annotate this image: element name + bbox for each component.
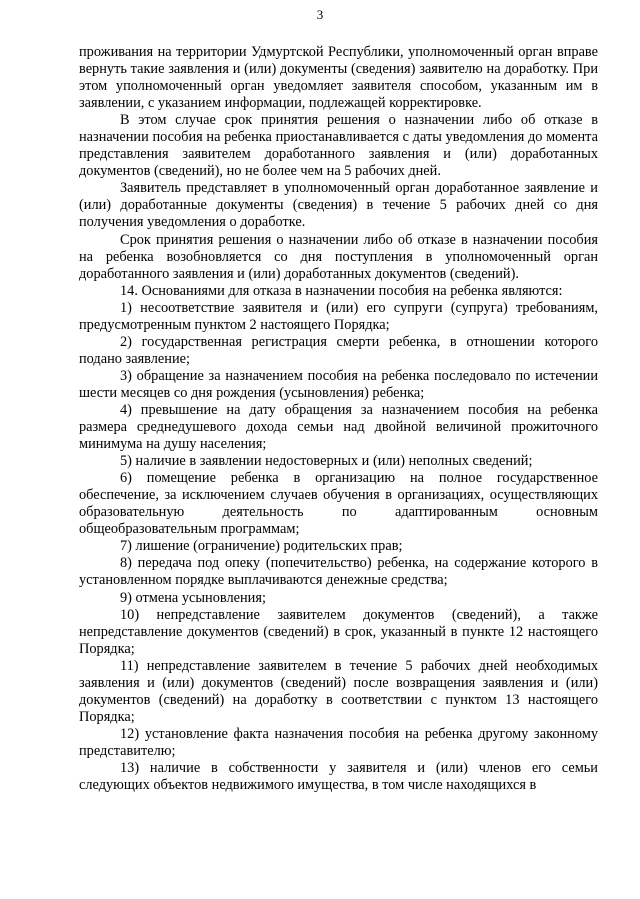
- page-number: 3: [316, 7, 324, 22]
- list-item-1: 1) несоответствие заявителя и (или) его супруги (супруга) требованиям, предусмотренным пунктом 2 настоящего Порядка;: [79, 299, 598, 333]
- list-item-4: 4) превышение на дату обращения за назначением пособия на ребенка размера среднедушевого дохода семьи над двойной величиной прожиточного минимума на душу населения;: [79, 401, 598, 453]
- list-item-6: 6) помещение ребенка в организацию на полное государственное обеспечение, за исключением случаев обучения в организациях, осуществляющих образовательную деятельность по адаптированным основным общеобразовательным программам;: [79, 470, 598, 538]
- document-body: [79, 44, 598, 794]
- list-item-12: 12) установление факта назначения пособия на ребенка другому законному представителю;: [79, 725, 598, 759]
- list-item-13: 13) наличие в собственности у заявителя и (или) членов его семьи следующих объектов недвижимого имущества, в том числе находящихся в: [79, 759, 598, 794]
- paragraph-revised-submission: Заявитель представляет в уполномоченный орган доработанное заявление и (или) доработанные документы (сведения) в течение 5 рабочих дней со дня получения уведомления о доработке.: [79, 180, 598, 231]
- paragraph-continuation: проживания на территории Удмуртской Республики, уполномоченный орган вправе вернуть такие заявления и (или) документы (сведения) заявителю на доработку. При этом уполномоченный орган уведомляет заявителя способом, указанным им в заявлении, с указанием информации, подлежащей корректировке.: [79, 44, 598, 112]
- list-item-2: 2) государственная регистрация смерти ребенка, в отношении которого подано заявление;: [79, 333, 598, 367]
- paragraph-suspension-of-term: В этом случае срок принятия решения о назначении либо об отказе в назначении пособия на ребенка приостанавливается с даты уведомления до момента представления заявителем доработанного заявления и (или) доработанных документов (сведений), но не более чем на 5 рабочих дней.: [79, 112, 598, 180]
- paragraph-term-resumption: Срок принятия решения о назначении либо об отказе в назначении пособия на ребенка возобновляется со дня поступления в уполномоченный орган доработанного заявления и (или) доработанных документов (сведений).: [79, 231, 598, 282]
- list-item-3: 3) обращение за назначением пособия на ребенка последовало по истечении шести месяцев со дня рождения (усыновления) ребенка;: [79, 367, 598, 401]
- list-item-11: 11) непредставление заявителем в течение 5 рабочих дней необходимых заявления и (или) документов (сведений) после возвращения заявления и (или) документов (сведений) на доработку в соответствии с пунктом 13 настоящего Порядка;: [79, 657, 598, 725]
- list-item-9: 9) отмена усыновления;: [120, 589, 266, 606]
- list-item-7: 7) лишение (ограничение) родительских прав;: [120, 538, 403, 555]
- list-item-5: 5) наличие в заявлении недостоверных и (или) неполных сведений;: [120, 453, 533, 470]
- list-item-10: 10) непредставление заявителем документов (сведений), а также непредставление документов (сведений) в срок, указанный в пункте 12 настоящего Порядка;: [79, 606, 598, 657]
- list-item-8: 8) передача под опеку (попечительство) ребенка, на содержание которого в установленном порядке выплачиваются денежные средства;: [79, 555, 598, 589]
- clause-14-heading: 14. Основаниями для отказа в назначении пособия на ребенка являются:: [120, 282, 563, 299]
